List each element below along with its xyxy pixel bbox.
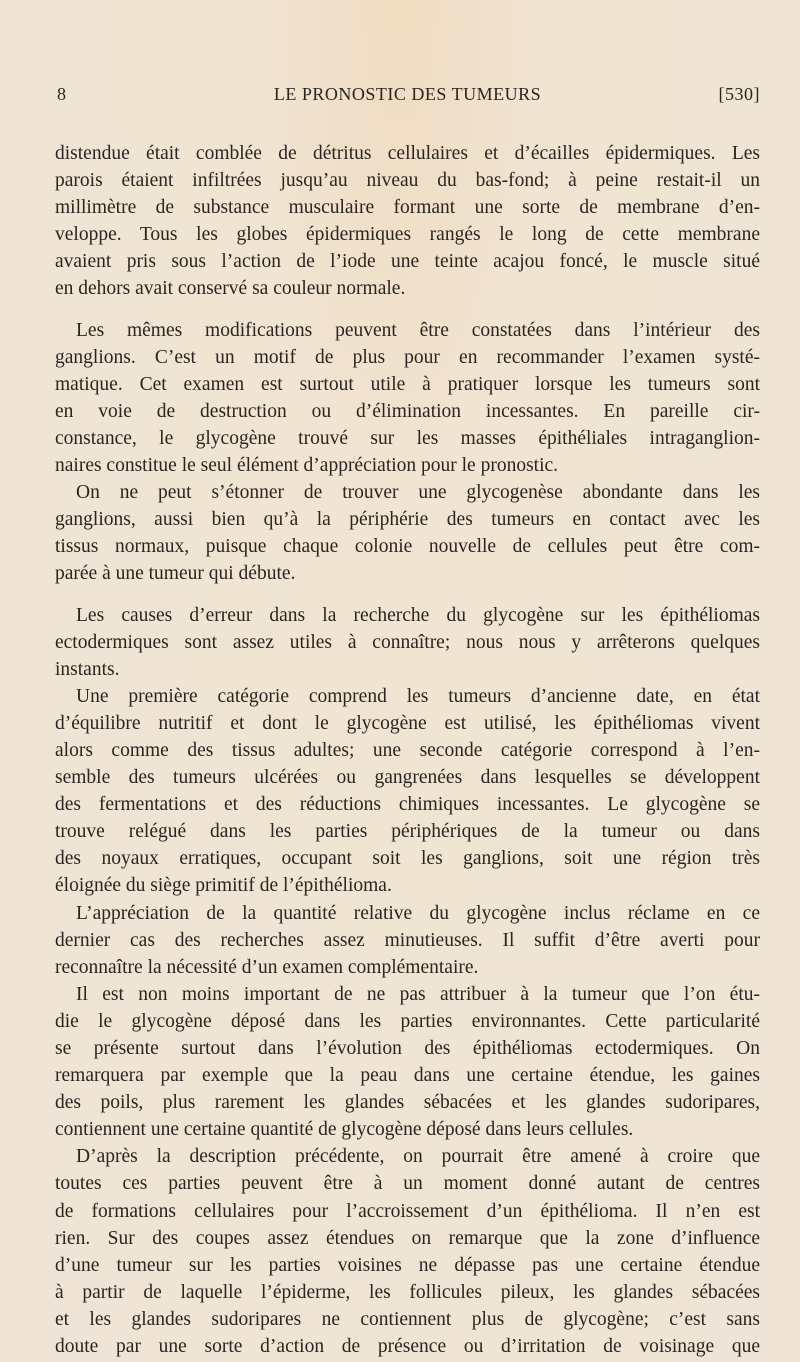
paragraph [55,602,760,683]
text-line: éloignée du siège primitif de l’épithélioma. [55,875,392,897]
text-line: parois étaient infiltrées jusqu’au niveau du bas-fond; à peine restait-il un [55,170,760,192]
text-line: Les mêmes modifications peuvent être constatées dans l’intérieur des [76,319,760,341]
text-line: tissus normaux, puisque chaque colonie nouvelle de cellules peut être com- [55,536,760,558]
text-line: en dehors avait conservé sa couleur normale. [55,278,406,300]
paragraph [55,900,760,981]
text-line: et les glandes sudoripares ne contiennent plus de glycogène; c’est sans [55,1308,760,1330]
paragraph [55,683,760,900]
text-line: rien. Sur des coupes assez étendues on remarque que la zone d’influence [55,1227,760,1249]
text-line: die le glycogène déposé dans les parties environnantes. Cette particularité [55,1010,760,1032]
text-line: de formations cellulaires pour l’accroissement d’un épithélioma. Il n’en est [55,1200,760,1222]
text-line: instants. [55,658,120,680]
body-text [55,140,760,1360]
text-line: ectodermiques sont assez utiles à connaître; nous nous y arrêterons quelques [55,631,760,653]
text-line: d’équilibre nutritif et dont le glycogène est utilisé, les épithéliomas vivent [55,712,760,734]
text-line: naires constitue le seul élément d’appréciation pour le pronostic. [55,455,559,477]
text-line: à partir de laquelle l’épiderme, les follicules pileux, les glandes sébacées [55,1281,760,1303]
text-line: dernier cas des recherches assez minutieuses. Il suffit d’être averti pour [55,929,760,951]
paragraph [55,981,760,1144]
text-line: en voie de destruction ou d’élimination incessantes. En pareille cir- [55,400,760,422]
text-line: se présente surtout dans l’évolution des épithéliomas ectodermiques. On [55,1038,760,1059]
text-line: des noyaux erratiques, occupant soit les ganglions, soit une région très [55,848,760,870]
text-line: alors comme des tissus adultes; une seconde catégorie correspond à l’en- [55,739,760,761]
text-line: On ne peut s’étonner de trouver une glycogenèse abondante dans les [76,482,760,504]
text-line: millimètre de substance musculaire formant une sorte de membrane d’en- [55,197,760,219]
paragraph [55,1143,760,1360]
text-line: d’une tumeur sur les parties voisines ne dépasse pas une certaine étendue [55,1254,760,1276]
text-line: constance, le glycogène trouvé sur les masses épithéliales intraganglion- [55,427,760,449]
text-line: avaient pris sous l’action de l’iode une teinte acajou foncé, le muscle situé [55,251,760,273]
text-line: ganglions, aussi bien qu’à la périphérie des tumeurs en contact avec les [55,509,760,531]
text-line: veloppe. Tous les globes épidermiques rangés le long de cette membrane [55,224,760,246]
text-line: des fermentations et des réductions chimiques incessantes. Le glycogène se [55,794,760,816]
text-line: Une première catégorie comprend les tumeurs d’ancienne date, en état [76,685,760,707]
text-line: distendue était comblée de détritus cellulaires et d’écailles épidermiques. Les [55,143,760,164]
text-line: doute par une sorte d’action de présence ou d’irritation de voisinage que [55,1336,760,1358]
text-line: trouve relégué dans les parties périphériques de la tumeur ou dans [55,821,760,843]
text-line: parée à une tumeur qui débute. [55,563,296,585]
text-line: des poils, plus rarement les glandes sébacées et les glandes sudoripares, [55,1092,760,1114]
text-line: matique. Cet examen est surtout utile à pratiquer lorsque les tumeurs sont [55,373,760,395]
running-header [55,84,760,110]
text-line: Les causes d’erreur dans la recherche du glycogène sur les épithéliomas [76,604,760,626]
text-line: Il est non moins important de ne pas attribuer à la tumeur que l’on étu- [76,983,760,1005]
paragraph [55,140,760,303]
text-line: semble des tumeurs ulcérées ou gangrenées dans lesquelles se développent [55,767,760,789]
text-line: ganglions. C’est un motif de plus pour en recommander l’examen systé- [55,346,760,368]
text-line: reconnaître la nécessité d’un examen complémentaire. [55,956,479,978]
page-number: 8 [57,84,67,104]
paragraph [55,317,760,480]
text-line: D’après la description précédente, on pourrait être amené à croire que [76,1146,760,1168]
text-line: L’appréciation de la quantité relative du glycogène inclus réclame en ce [76,902,760,924]
text-line: contiennent une certaine quantité de glycogène déposé dans leurs cellules. [55,1119,634,1141]
text-line: toutes ces parties peuvent être à un moment donné autant de centres [55,1173,760,1195]
running-title: LE PRONOSTIC DES TUMEURS [273,84,542,104]
text-line: remarquera par exemple que la peau dans une certaine étendue, les gaines [55,1065,760,1087]
page-reference: [530] [718,84,760,104]
paragraph [55,479,760,587]
